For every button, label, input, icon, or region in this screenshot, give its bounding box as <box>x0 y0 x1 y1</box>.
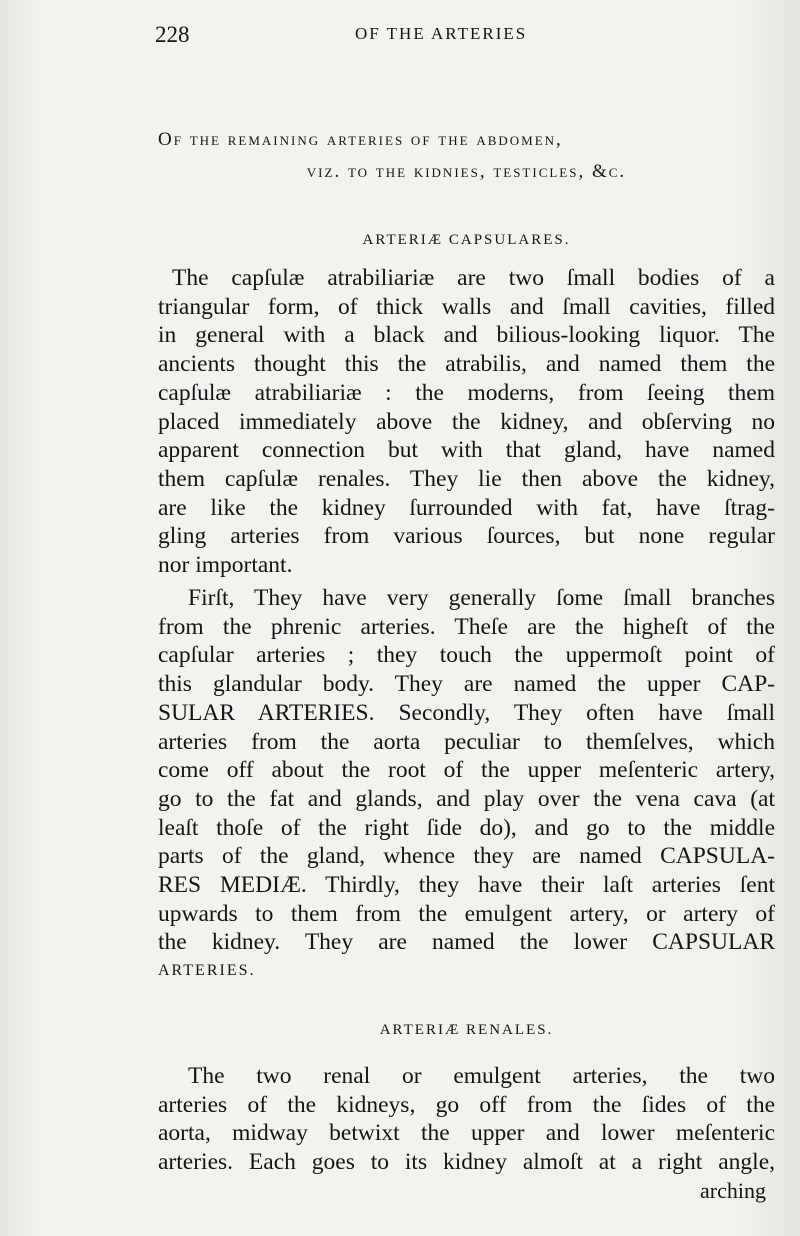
text-line: Firſt, They have very generally ſome ſmall branches <box>188 585 775 611</box>
text-line: triangular form, of thick walls and ſmall cavities, filled <box>158 293 775 320</box>
paragraph-renal-arteries <box>158 1062 775 1177</box>
text-line: upwards to them from the emulgent artery, or artery of <box>158 900 775 927</box>
text-line: The two renal or emulgent arteries, the two <box>188 1063 775 1089</box>
subheading-arteriae-renales: ARTERIÆ RENALES. <box>379 1022 554 1038</box>
text-line: parts of the gland, whence they are named CAPSULA- <box>158 843 775 870</box>
text-line: arteries. Each goes to its kidney almoſt at a right angle, <box>158 1149 775 1176</box>
section-heading-line-2: viz. to the kidnies, testicles, &c. <box>306 161 627 182</box>
text-line: SULAR ARTERIES. Secondly, They often have ſmall <box>158 699 775 726</box>
text-line: them capſulæ renales. They lie then above the kidney, <box>158 465 775 492</box>
text-line: this glandular body. They are named the upper CAP- <box>158 671 775 698</box>
text-line: ancients thought this the atrabilis, and named them the <box>158 351 775 378</box>
page-number: 228 <box>155 22 190 47</box>
text-line: ARTERIES. <box>158 962 256 980</box>
text-line: come off about the root of the upper meſenteric artery, <box>158 757 775 784</box>
text-line: arteries from the aorta peculiar to themſelves, which <box>158 728 775 755</box>
paragraph-capsular-arteries <box>158 584 775 986</box>
paragraph-capsulae <box>158 264 775 580</box>
running-head <box>155 18 775 52</box>
text-line: gling arteries from various ſources, but none regular <box>158 523 775 550</box>
section-heading-line-1: Of the remaining arteries of the abdomen, <box>158 129 563 150</box>
text-line: placed immediately above the kidney, and obſerving no <box>158 408 775 435</box>
text-line: from the phrenic arteries. Theſe are the higheſt of the <box>158 613 775 640</box>
text-line: nor important. <box>158 552 293 579</box>
text-line: The capſulæ atrabiliariæ are two ſmall bodies of a <box>172 265 775 291</box>
text-line: leaſt thoſe of the right ſide do), and go to the middle <box>158 814 775 841</box>
text-line: in general with a black and bilious-looking liquor. The <box>158 322 775 349</box>
text-line: capſular arteries ; they touch the uppermoſt point of <box>158 642 775 669</box>
text-line: are like the kidney ſurrounded with fat, have ſtrag- <box>158 494 775 521</box>
text-line: capſulæ atrabiliariæ : the moderns, from ſeeing them <box>158 379 775 406</box>
text-line: aorta, midway betwixt the upper and lower meſenteric <box>158 1120 775 1147</box>
section-heading <box>158 124 775 188</box>
text-line: RES MEDIÆ. Thirdly, they have their laſt arteries ſent <box>158 872 775 899</box>
text-line: the kidney. They are named the lower CAPSULAR <box>158 929 775 956</box>
running-title: OF THE ARTERIES <box>355 24 528 43</box>
text-line: go to the fat and glands, and play over the vena cava (at <box>158 785 775 812</box>
catchword: arching <box>700 1178 766 1203</box>
text-line: apparent connection but with that gland, have named <box>158 437 775 464</box>
subheading-arteriae-capsulares: ARTERIÆ CAPSULARES. <box>362 232 571 248</box>
text-line: arteries of the kidneys, go off from the ſides of the <box>158 1091 775 1118</box>
